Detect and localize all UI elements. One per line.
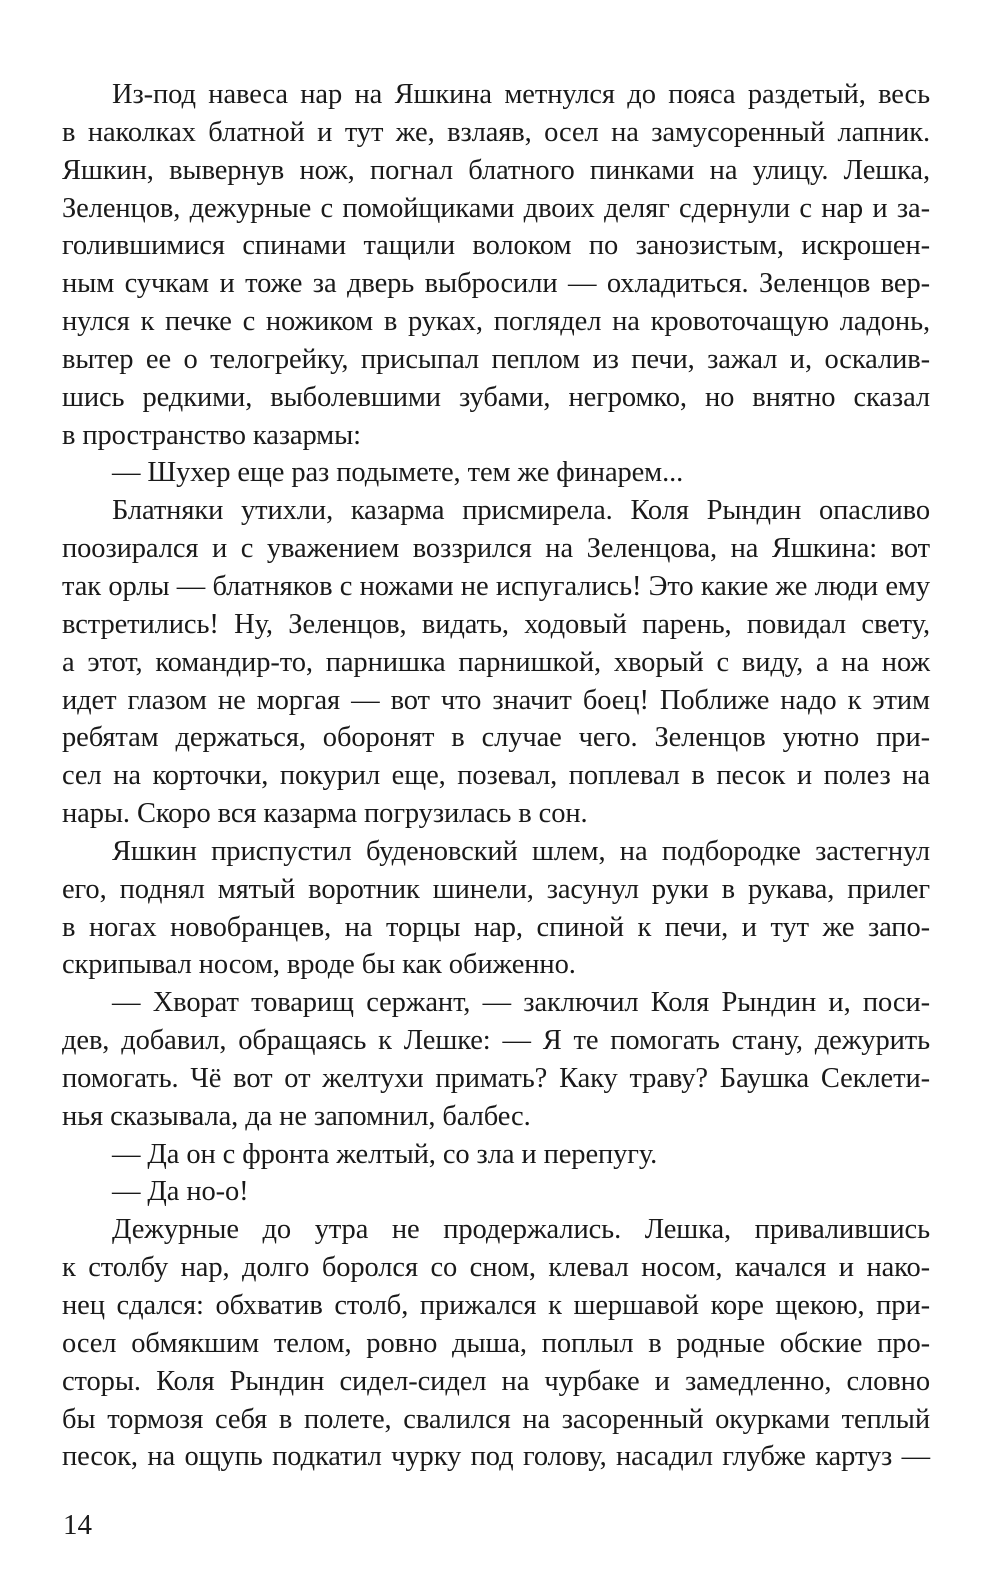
text-line: его, поднял мятый воротник шинели, засунул руки в рукава, прилег (62, 873, 930, 905)
text-line: в наколках блатной и тут же, взлаяв, осел на замусоренный лапник. (62, 116, 930, 148)
body-text (62, 76, 930, 1476)
text-line: ребятам держаться, оборонят в случае чего. Зеленцов уютно при- (62, 722, 930, 754)
text-line: а этот, командир-то, парнишка парнишкой, хворый с виду, а на нож (62, 646, 930, 678)
text-line: Из-под навеса нар на Яшкина метнулся до пояса раздетый, весь (112, 79, 930, 110)
text-line: нья сказывала, да не запомнил, балбес. (62, 1100, 531, 1132)
text-line: — Шухер еще раз подымете, тем же финарем... (112, 457, 684, 489)
text-line: Дежурные до утра не продержались. Лешка, привалившись (112, 1214, 930, 1246)
text-line: Яшкин, вывернув нож, погнал блатного пинками на улицу. Лешка, (62, 154, 930, 186)
text-line: Блатняки утихли, казарма присмирела. Коля Рындин опасливо (112, 495, 930, 527)
text-line: сторы. Коля Рындин сидел-сидел на чурбаке и замедленно, словно (62, 1365, 930, 1397)
text-line: бы тормозя себя в полете, свалился на засоренный окурками теплый (62, 1403, 930, 1435)
text-line: скрипывал носом, вроде бы как обиженно. (62, 949, 576, 981)
text-line: помогать. Чё вот от желтухи примать? Каку траву? Баушка Секлети- (62, 1062, 930, 1094)
text-line: встретились! Ну, Зеленцов, видать, ходовый парень, повидал свету, (62, 608, 930, 640)
text-line: — Да но-о! (112, 1176, 249, 1208)
text-line: песок, на ощупь подкатил чурку под голову, насадил глубже картуз — (62, 1441, 930, 1473)
text-line: к столбу нар, долго боролся со сном, клевал носом, качался и нако- (62, 1252, 930, 1284)
text-line: голившимися спинами тащили волоком по занозистым, искрошен- (62, 230, 930, 262)
text-line: Зеленцов, дежурные с помойщиками двоих деляг сдернули с нар и за- (62, 192, 930, 224)
text-line: идет глазом не моргая — вот что значит боец! Поближе надо к этим (62, 684, 930, 716)
text-line: — Хворат товарищ сержант, — заключил Коля Рындин и, поси- (112, 987, 930, 1019)
text-line: дев, добавил, обращаясь к Лешке: — Я те помогать стану, дежурить (62, 1025, 930, 1057)
text-line: так орлы — блатняков с ножами не испугались! Это какие же люди ему (62, 570, 930, 602)
text-line: вытер ее о телогрейку, присыпал пеплом из печи, зажал и, оскалив- (62, 343, 930, 375)
text-line: нец сдался: обхватив столб, прижался к шершавой коре щекою, при- (62, 1290, 930, 1321)
text-line: в ногах новобранцев, на торцы нар, спиной к печи, и тут же запо- (62, 911, 930, 943)
text-line: ным сучкам и тоже за дверь выбросили — охладиться. Зеленцов вер- (62, 268, 930, 300)
text-line: шись редкими, выболевшими зубами, негромко, но внятно сказал (62, 381, 930, 413)
text-line: сел на корточки, покурил еще, позевал, поплевал в песок и полез на (62, 760, 930, 792)
text-line: в пространство казармы: (62, 419, 361, 451)
text-line: поозирался и с уважением воззрился на Зеленцова, на Яшкина: вот (62, 533, 930, 565)
text-line: нулся к печке с ножиком в руках, поглядел на кровоточащую ладонь, (62, 306, 930, 338)
text-line: нары. Скоро вся казарма погрузилась в сон. (62, 798, 588, 830)
text-line: — Да он с фронта желтый, со зла и перепугу. (112, 1138, 658, 1170)
text-line: осел обмякшим телом, ровно дыша, поплыл в родные обские про- (62, 1327, 930, 1359)
page-number: 14 (63, 1509, 92, 1541)
text-line: Яшкин приспустил буденовский шлем, на подбородке застегнул (112, 835, 930, 867)
